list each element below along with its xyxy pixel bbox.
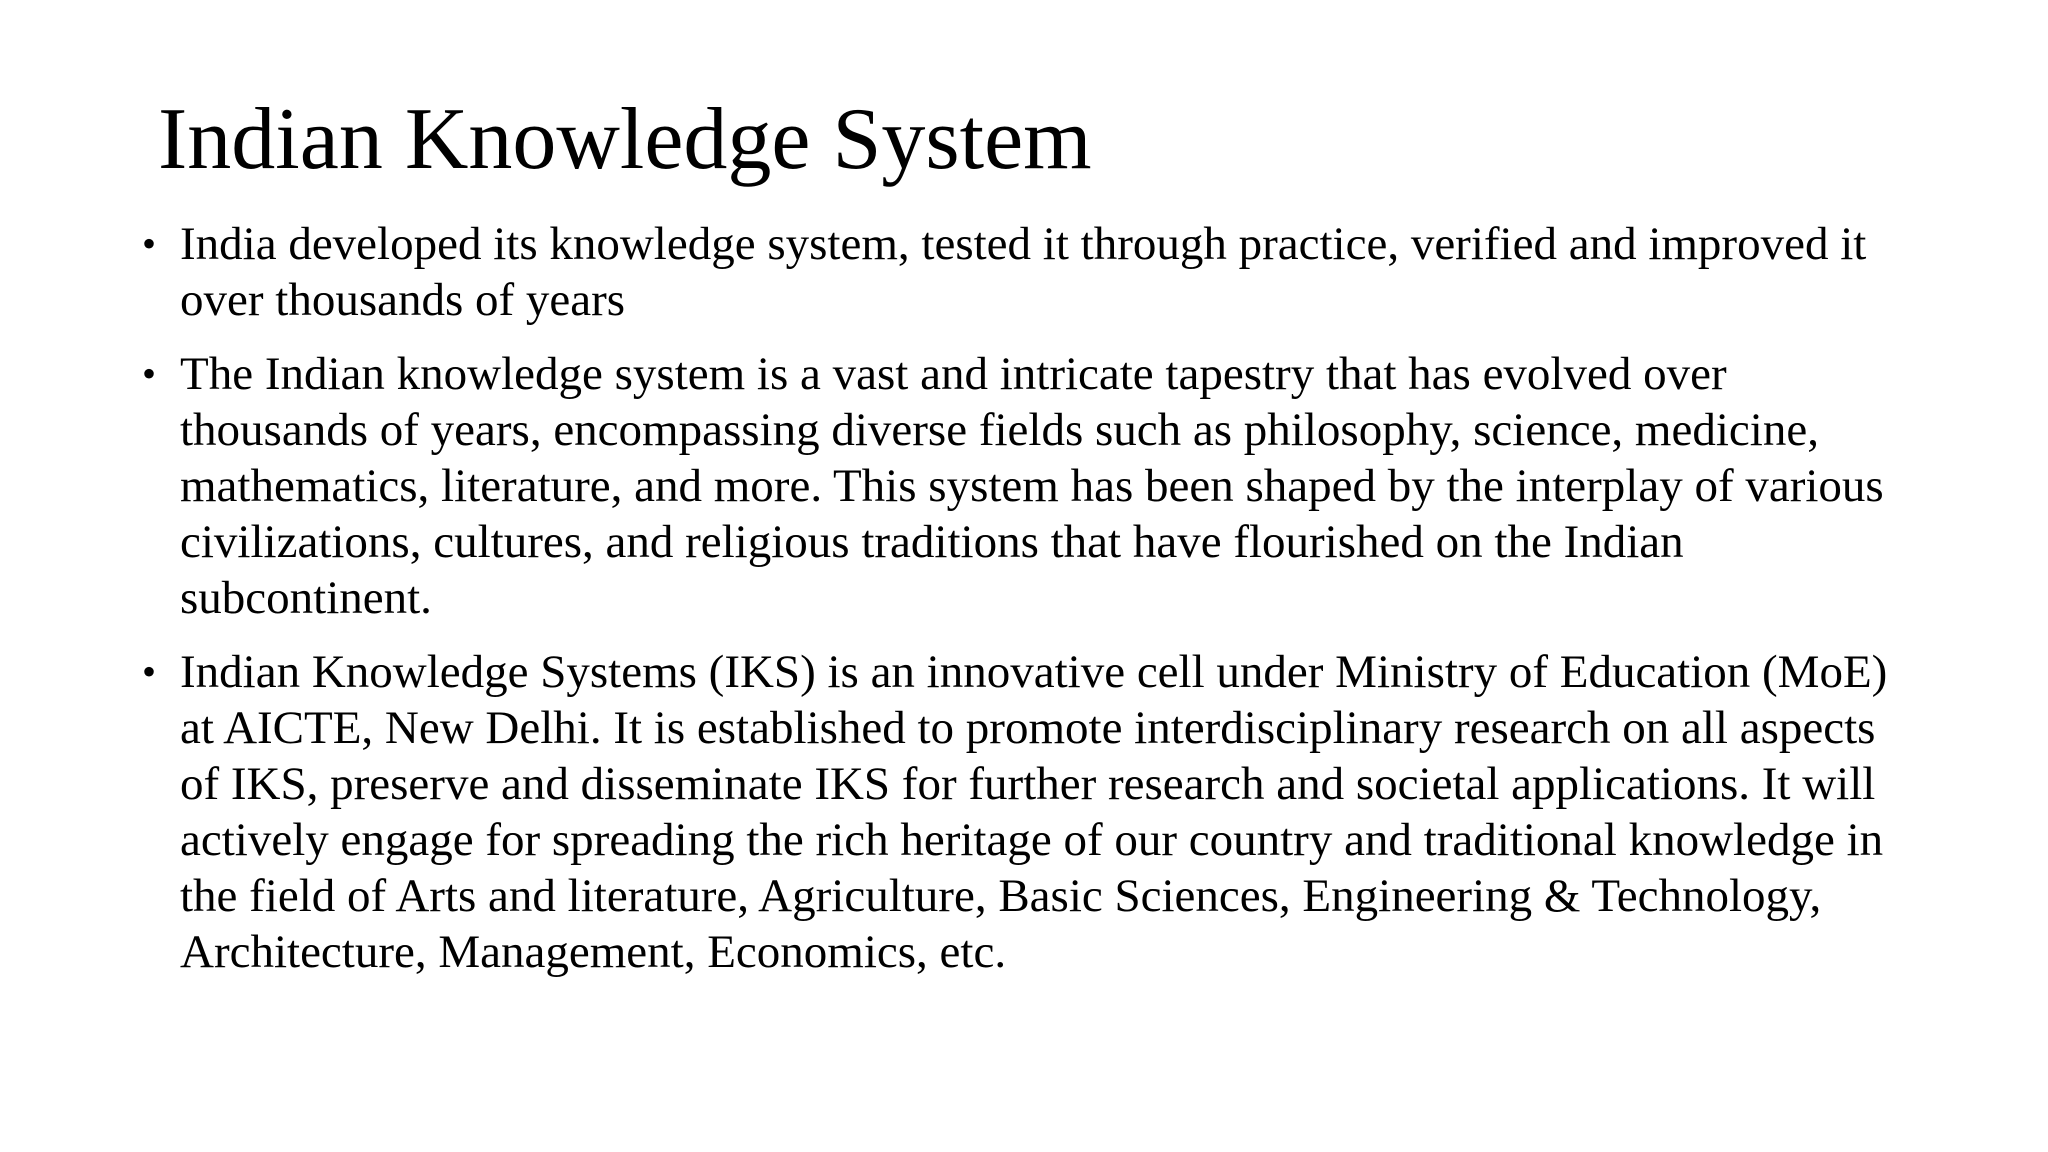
bullet-list — [140, 216, 1890, 998]
bullet-text: The Indian knowledge system is a vast and intricate tapestry that has evolved over thousands of years, encompassing diverse fields such as philosophy, science, medicine, mathematics, literature, and more. This system has been shaped by the interplay of various civilizations, cultures, and religious traditions that have flourished on the Indian subcontinent. — [180, 348, 1884, 624]
bullet-marker: • — [142, 351, 157, 396]
bullet-item — [140, 216, 1890, 328]
bullet-marker: • — [142, 221, 157, 266]
bullet-text: India developed its knowledge system, tested it through practice, verified and improved it over thousands of years — [180, 218, 1867, 326]
slide-title: Indian Knowledge System — [158, 91, 1092, 188]
bullet-marker: • — [142, 649, 157, 694]
bullet-item — [140, 644, 1890, 980]
bullet-text: Indian Knowledge Systems (IKS) is an innovative cell under Ministry of Education (MoE) at AICTE, New Delhi. It is established to promote interdisciplinary research on all aspects of IKS, preserve and disseminate IKS for further research and societal applications. It will actively engage for spreading the rich heritage of our country and traditional knowledge in the field of Arts and literature, Agriculture, Basic Sciences, Engineering & Technology, Architecture, Management, Economics, etc. — [180, 646, 1888, 978]
bullet-item — [140, 346, 1890, 626]
